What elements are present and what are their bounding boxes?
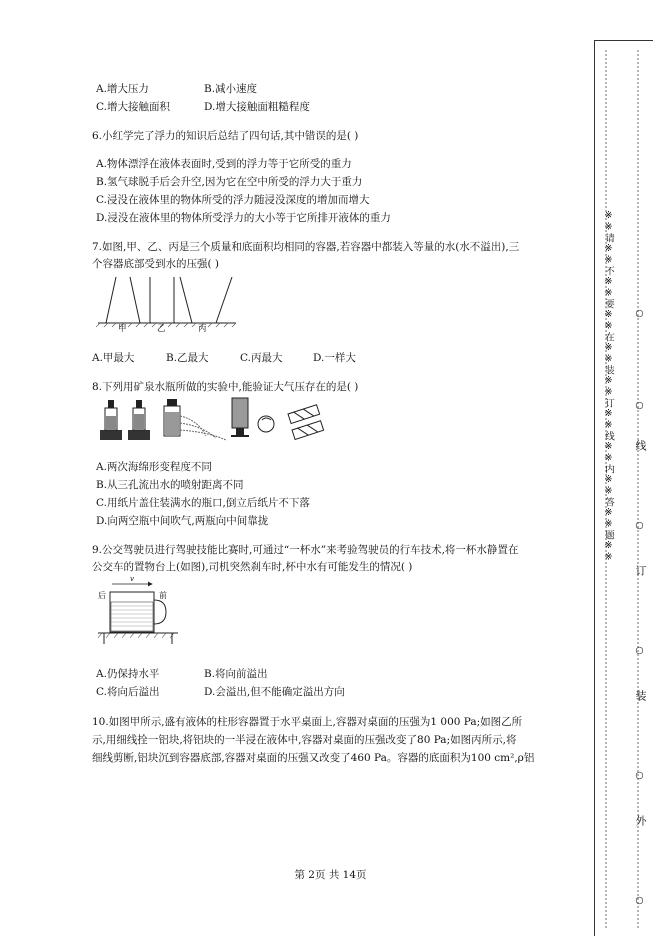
binding-notice: ※※请※※不※※要※※在※※装※※订※※线※※内※※答※※题※※: [603, 210, 614, 563]
q6-option-a: A.物体漂浮在液体表面时,受到的浮力等于它所受的重力: [96, 158, 352, 170]
q8-stem: 8.下列用矿泉水瓶所做的实验中,能验证大气压存在的是( ): [92, 381, 359, 393]
q5-option-d: D.增大接触面粗糙程度: [204, 101, 310, 113]
q6-stem: 6.小红学完了浮力的知识后总结了四句话,其中错误的是( ): [92, 130, 359, 142]
q9-label-back: 后: [98, 591, 106, 600]
q10-line2: 示,用细线拴一铝块,将铝块的一半浸在液体中,容器对桌面的压强改变了80 Pa;如图丙所示,将: [92, 734, 517, 746]
q6-option-c: C.浸没在液体里的物体所受的浮力随浸没深度的增加而增大: [96, 194, 370, 206]
q6-option-d: D.浸没在液体里的物体所受浮力的大小等于它所排开液体的重力: [96, 212, 391, 224]
q5-option-b: B.减小速度: [204, 83, 258, 95]
q9-option-a: A.仍保持水平: [96, 668, 160, 680]
q7-label-jia: 甲: [118, 324, 127, 334]
q6-option-b: B.氢气球脱手后会升空,因为它在空中所受的浮力大于重力: [96, 176, 363, 188]
binding-label-staple: 订: [634, 565, 647, 577]
q9-label-front: 前: [159, 591, 167, 600]
binding-label-outer: 外: [634, 815, 647, 827]
q9-cup-figure: [96, 576, 180, 646]
binding-circle-3: ○: [634, 520, 645, 532]
q8-bottles-figure: [98, 396, 330, 446]
q7-option-a: A.甲最大: [92, 352, 135, 364]
q9-option-c: C.将向后溢出: [96, 686, 160, 698]
binding-circle-1: ○: [634, 308, 645, 320]
binding-label-bind: 装: [634, 690, 647, 702]
q10-line3: 细线剪断,铝块沉到容器底部,容器对桌面的压强又改变了460 Pa。容器的底面积为100 cm²,ρ铝: [92, 752, 535, 764]
q7-label-yi: 乙: [157, 324, 166, 334]
q7-option-d: D.一样大: [313, 352, 356, 364]
binding-circle-4: ○: [634, 645, 645, 657]
q8-option-d: D.向两空瓶中间吹气,两瓶向中间靠拢: [96, 515, 269, 527]
q8-option-c: C.用纸片盖住装满水的瓶口,倒立后纸片不下落: [96, 497, 310, 509]
q8-option-b: B.从三孔流出水的喷射距离不同: [96, 479, 244, 491]
q5-option-c: C.增大接触面积: [96, 101, 170, 113]
q7-stem-line1: 7.如图,甲、乙、丙是三个质量和底面积均相同的容器,若容器中都装入等量的水(水不溢出),三: [92, 241, 520, 253]
q7-option-c: C.丙最大: [240, 352, 283, 364]
q7-stem-line2: 个容器底部受到水的压强( ): [92, 258, 220, 270]
q9-option-d: D.会溢出,但不能确定溢出方向: [204, 686, 345, 698]
q7-option-b: B.乙最大: [166, 352, 209, 364]
q5-option-a: A.增大压力: [96, 83, 149, 95]
q7-label-bing: 丙: [198, 324, 207, 334]
q9-stem-line1: 9.公交驾驶员进行驾驶技能比赛时,可通过“一杯水”来考验驾驶员的行车技术,将一杯水静置在: [92, 544, 519, 556]
q9-option-b: B.将向前溢出: [204, 668, 268, 680]
q8-option-a: A.两次海绵形变程度不同: [96, 461, 212, 473]
binding-circle-2: ○: [634, 400, 645, 412]
page-footer: 第 2页 共 14页: [294, 869, 367, 881]
binding-circle-6: ○: [634, 895, 645, 907]
q9-stem-line2: 公交车的置物台上(如图),司机突然刹车时,杯中水有可能发生的情况( ): [92, 561, 413, 573]
binding-circle-5: ○: [634, 770, 645, 782]
binding-label-line: 线: [634, 440, 647, 452]
q10-line1: 10.如图甲所示,盛有液体的柱形容器置于水平桌面上,容器对桌面的压强为1 000 Pa;如图乙所: [92, 716, 523, 728]
q9-label-velocity: v: [130, 575, 134, 583]
